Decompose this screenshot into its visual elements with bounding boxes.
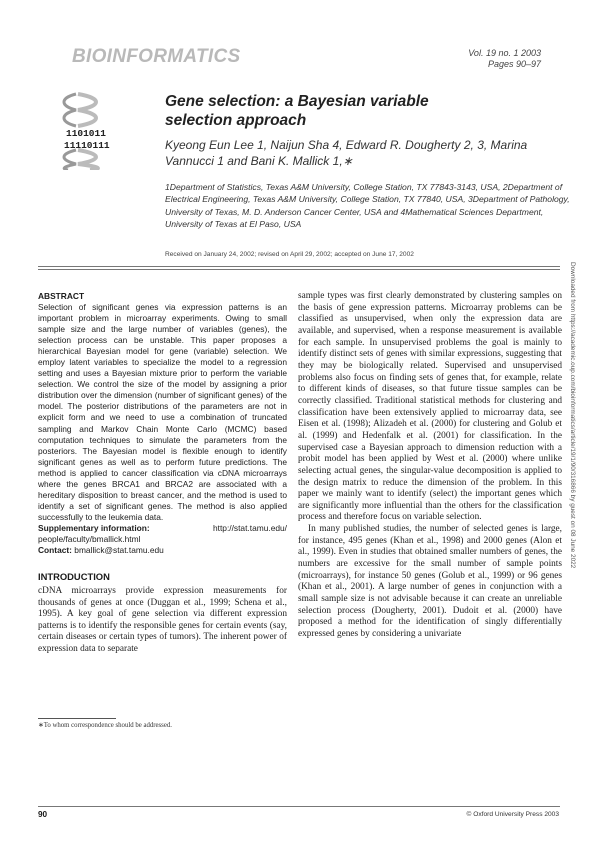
copyright: © Oxford University Press 2003 (466, 811, 559, 818)
author-list: Kyeong Eun Lee 1, Naijun Sha 4, Edward R. Dougherty 2, 3, Marina Vannucci 1 and Bani K. Mallick 1,∗ (165, 138, 528, 168)
footer-divider (38, 806, 560, 807)
supplementary-url-cont[interactable]: people/faculty/bmallick.html (38, 533, 141, 544)
abstract-heading: ABSTRACT (38, 291, 85, 301)
footnote-divider (38, 718, 116, 719)
journal-name: BIOINFORMATICS (72, 46, 241, 67)
contact-line (38, 545, 287, 556)
left-column (38, 291, 287, 655)
introduction-heading: INTRODUCTION (38, 571, 110, 583)
abstract-text: Selection of significant genes via expression patterns is an important problem in microarray experiments. Owing to small sample size and the large number of variables (genes), the selection process can be unstable. This paper proposes a hierarchical Bayesian model for gene (variable) selection. We employ latent variables to specialize the model to a regression setting and uses a Bayesian mixture prior to perform the variable selection. We control the size of the model by assigning a prior distribution over the dimension (number of significant genes) of the model. The posterior distributions of the parameters are not in explicit form and we need to use a combination of truncated sampling and Markov Chain Monte Carlo (MCMC) based computation techniques to simulate the parameters from the posteriors. The Bayesian model is flexible enough to identify significant genes as well as to perform future predictions. The method is applied to cancer classification via cDNA microarrays where the genes BRCA1 and BRCA2 are associated with a hereditary disposition to breast cancer, and the method is used to identify a set of significant genes. The method is also applied successfully to the leukemia data. (38, 302, 287, 522)
divider (38, 266, 560, 267)
article-title: Gene selection: a Bayesian variable selection approach (165, 93, 429, 129)
introduction-text: cDNA microarrays provide expression measurements for thousands of genes at once (Duggan et al., 1999; Schena et al., 1995). A key goal of gene selection via different expression patterns is to identify the responsible genes for certain events (say, certain diseases or certain types of tumors). The inherent power of expression data to separate (38, 586, 287, 654)
supplementary-url[interactable]: http://stat.tamu.edu/ (212, 522, 287, 533)
contact-email[interactable]: bmallick@stat.tamu.edu (74, 545, 164, 556)
page-number: 90 (38, 810, 48, 819)
logo-binary-row-1: 1101011 (66, 128, 106, 139)
page-range: Pages 90–97 (487, 59, 541, 69)
volume-info (468, 48, 541, 70)
received-dates: Received on January 24, 2002; revised on April 29, 2002; accepted on June 17, 2002 (165, 251, 414, 258)
right-column (298, 291, 562, 641)
logo-binary-row-2: 11110111 (64, 140, 110, 151)
volume-issue: Vol. 19 no. 1 2003 (468, 48, 541, 58)
body-paragraph: sample types was first clearly demonstrated by clustering samples on the basis of gene expression patterns. Microarray problems can be classified as unsupervised, when only the expression data are available, and supervised, when a response measurement is available for each sample. In unsupervised problems the goal is mainly to identify distinct sets of genes with similar expressions, suggesting that they may be biologically related. Supervised and unsupervised problems also focus on finding sets of genes that, for example, relate to different kinds of diseases, so that future tissue samples can be correctly classified. Traditional statistical methods for clustering and classification have been extensively applied to microarray data, see Eisen et al. (1998); Alizadeh et al. (2000) for clustering and Golub et al. (1999) and Hedenfalk et al. (2001) for classification. In the supervised case a Bayesian approach to dimension reduction with a probit model has been applied by West et al. (2000) where unlike selecting actual genes, the singular-value decomposition is applied to the design matrix to reduce the dimension of the problem. In this paper we mainly want to identify (select) the important genes which are significantly more influential than the others for the classification process and therefore focus on variable selection. (298, 291, 562, 523)
contact-label: Contact: (38, 545, 72, 556)
divider (38, 269, 560, 270)
affiliations: 1Department of Statistics, Texas A&M University, College Station, TX 77843-3143, USA, 2Department of Electrical Engineering, Texas A&M University, College Station, TX 77840, USA, 3Department of Pathology, University of Texas, M. D. Anderson Cancer Center, USA and 4Mathematical Sciences Department, University of Texas at El Paso, USA (165, 182, 570, 230)
journal-logo (62, 92, 126, 170)
download-note: Downloaded from https://academic.oup.com/bioinformatics/article/19/1/90/316866 by guest on 08 June 2022 (569, 262, 576, 569)
footnote: ∗To whom correspondence should be addressed. (38, 722, 172, 729)
supplementary-info (38, 523, 287, 545)
body-paragraph: In many published studies, the number of selected genes is large, for instance, 495 genes (Khan et al., 1998) and 2000 genes (Alon et al., 1999). Even in studies that obtained smaller numbers of genes, the numbers are excessive for the small number of sample points (microarrays), for instance 50 genes (Golub et al., 1999) or 96 genes (Khan et al., 2001). A large number of genes in conjunction with a small sample size is not advisable because it can create an unreliable selection process (Dougherty, 2001). Dudoit et al. (2000) have proposed a method for the identification of singly differentially expressed genes by considering a univariate (298, 524, 562, 640)
supplementary-label: Supplementary information: (38, 522, 150, 533)
download-watermark (567, 262, 579, 622)
